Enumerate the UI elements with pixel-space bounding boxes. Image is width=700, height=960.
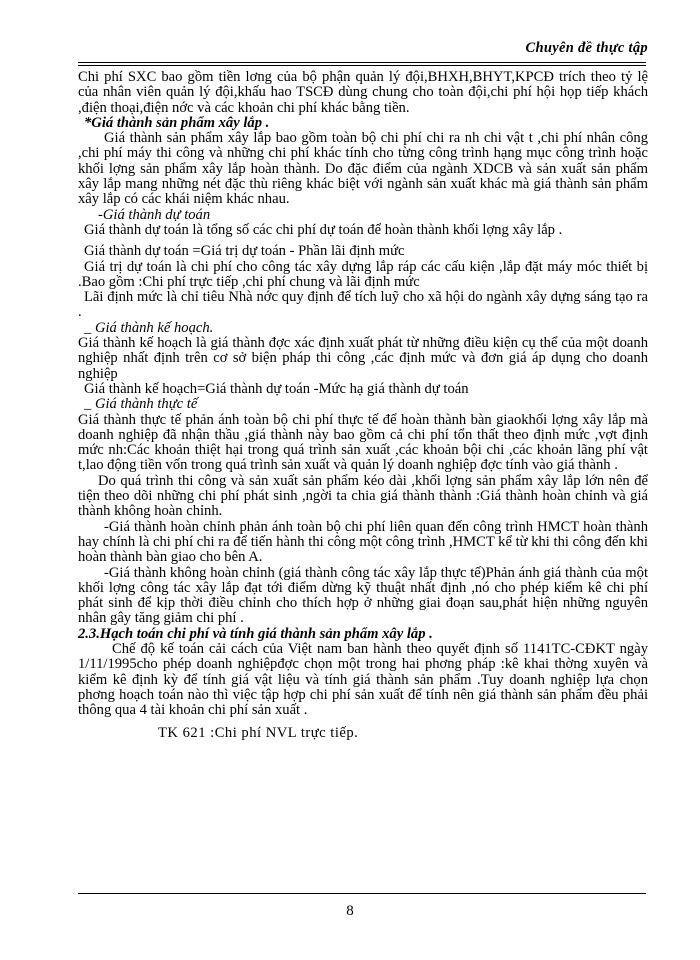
paragraph-gia-thanh-definition: Giá thành sản phẩm xây lắp bao gồm toàn bộ chi phí chi ra nh chi vật t ,chi phí nhân công ,chi phí máy thi công và những chi phí khác tính cho từng công trình hạng mục công trình hoặc khối lợng sản phẩm xây lắp hoàn thành. Do đặc điểm của ngành XDCB và sản xuất sản phẩm xây lắp mang những nét đặc thù riêng khác biệt với ngành sản xuất khác mà giá thành sản phẩm xây lắp có các khái niệm khác nhau. — [78, 130, 648, 208]
paragraph-hoan-chinh: -Giá thành hoàn chỉnh phản ánh toàn bộ chi phí liên quan đến công trình HMCT hoàn thành hay chính là chi phí chi ra để tiến hành thi công một công trình ,HMCT kể từ khi thi công đến khi hoàn thành bàn giao cho bên A. — [78, 518, 648, 566]
document-header-title: Chuyên đề thực tập — [525, 40, 648, 56]
paragraph-khong-hoan-chinh: -Giá thành không hoàn chỉnh (giá thành công tác xây lắp thực tế)Phản ánh giá thành của một khối lợng công tác xây lắp đạt tới điểm dừng kỹ thuật nhất định ,nó cho phép kiểm kê chi phí phát sinh để kịp thời điều chỉnh cho thích hợp ở những giai đoạn sau,phát hiện những nguyên nhân gây tăng giảm chi phí . — [78, 564, 648, 627]
paragraph-du-toan-definition: Giá thành dự toán là tổng số các chi phí dự toán để hoàn thành khối lợng xây lắp . — [84, 221, 563, 238]
heading-gia-thanh-ke-hoach: _ Giá thành kế hoạch. — [84, 319, 214, 336]
paragraph-thuc-te-definition: Giá thành thực tế phản ánh toàn bộ chi phí thực tế để hoàn thành bàn giaokhối lợng xây lắp mà doanh nghiệp đã nhận thầu ,giá thành này bao gồm cả chi phí tổn thất theo định mức ,vợt định mức nh:Các khoản thiệt hại trong quá trình sản xuất ,các khoản bội chi ,các khoản lãng phí vật t,lao động tiền vốn trong quá trình sản xuất và quản lý doanh nghiệp đợc tính vào giá thành . — [78, 411, 648, 474]
header-divider — [78, 62, 646, 63]
formula-du-toan: Giá thành dự toán =Giá trị dự toán - Phần lãi định mức — [84, 243, 405, 260]
paragraph-gia-tri-du-toan: Giá trị dự toán là chi phí cho công tác xây dựng lắp ráp các cấu kiện ,lắp đặt máy móc thiết bị .Bao gồm :Chi phí trực tiếp ,chi phí chung và lãi định mức — [78, 258, 648, 290]
paragraph-qua-trinh-thi-cong: Do quá trình thi công và sản xuất sản phẩm kéo dài ,khối lợng sản phẩm xây lắp lớn nên để tiện theo dõi những chi phí phát sinh ,ngời ta chia giá thành thành :Giá thành hoàn chỉnh và giá thành không hoàn chỉnh. — [78, 472, 648, 520]
section-heading-2-3: 2.3.Hạch toán chi phí và tính giá thành sản phẩm xây lắp . — [78, 625, 433, 642]
heading-gia-thanh-thuc-te: _ Giá thành thực tế — [84, 396, 198, 413]
paragraph-lai-dinh-muc: Lãi định mức là chỉ tiêu Nhà nớc quy định để tích luỹ cho xã hội do ngành xây dựng sáng tạo ra . — [78, 289, 648, 321]
paragraph-sxc-costs: Chi phí SXC bao gồm tiền lơng của bộ phận quản lý đội,BHXH,BHYT,KPCĐ trích theo tỷ lệ của nhân viên quản lý đội,khấu hao TSCĐ dùng chung cho toàn đội,chi phí hội họp tiếp khách ,điện thoại,điện nớc và các khoản chi phí khác bằng tiền. — [78, 69, 648, 116]
header-divider-thin — [78, 65, 646, 66]
page-number: 8 — [346, 903, 354, 919]
heading-gia-thanh-san-pham: *Giá thành sản phẩm xây lắp . — [84, 114, 270, 131]
heading-gia-thanh-du-toan: -Giá thành dự toán — [98, 206, 211, 223]
paragraph-ke-hoach-definition: Giá thành kế hoạch là giá thành đợc xác định xuất phát từ những điều kiện cụ thể của một doanh nghiệp nhất định trên cơ sở biện pháp thi công ,các định mức và đơn giá áp dụng cho doanh nghiệp — [78, 335, 648, 382]
document-body — [78, 70, 648, 742]
formula-ke-hoach: Giá thành kế hoạch=Giá thành dự toán -Mức hạ giá thành dự toán — [84, 380, 469, 397]
footer-divider — [78, 893, 646, 894]
paragraph-che-do-ke-toan: Chế độ kế toán cải cách của Việt nam ban hành theo quyết định số 1141TC-CĐKT ngày 1/11/1995cho phép doanh nghiệpđợc chọn một trong hai phơng pháp :kê khai thờng xuyên và kiểm kê định kỳ để tính giá vật liệu và tính giá thành sản phẩm .Tuy doanh nghiệp lựa chọn phơng hoạch toán nào thì việc tập hợp chi phí sản xuất để tính nên giá thành sản phẩm đều phải thông qua 4 tài khoản chi phí sản xuất . — [78, 640, 648, 719]
account-tk-621: TK 621 :Chi phí NVL trực tiếp. — [158, 725, 359, 742]
